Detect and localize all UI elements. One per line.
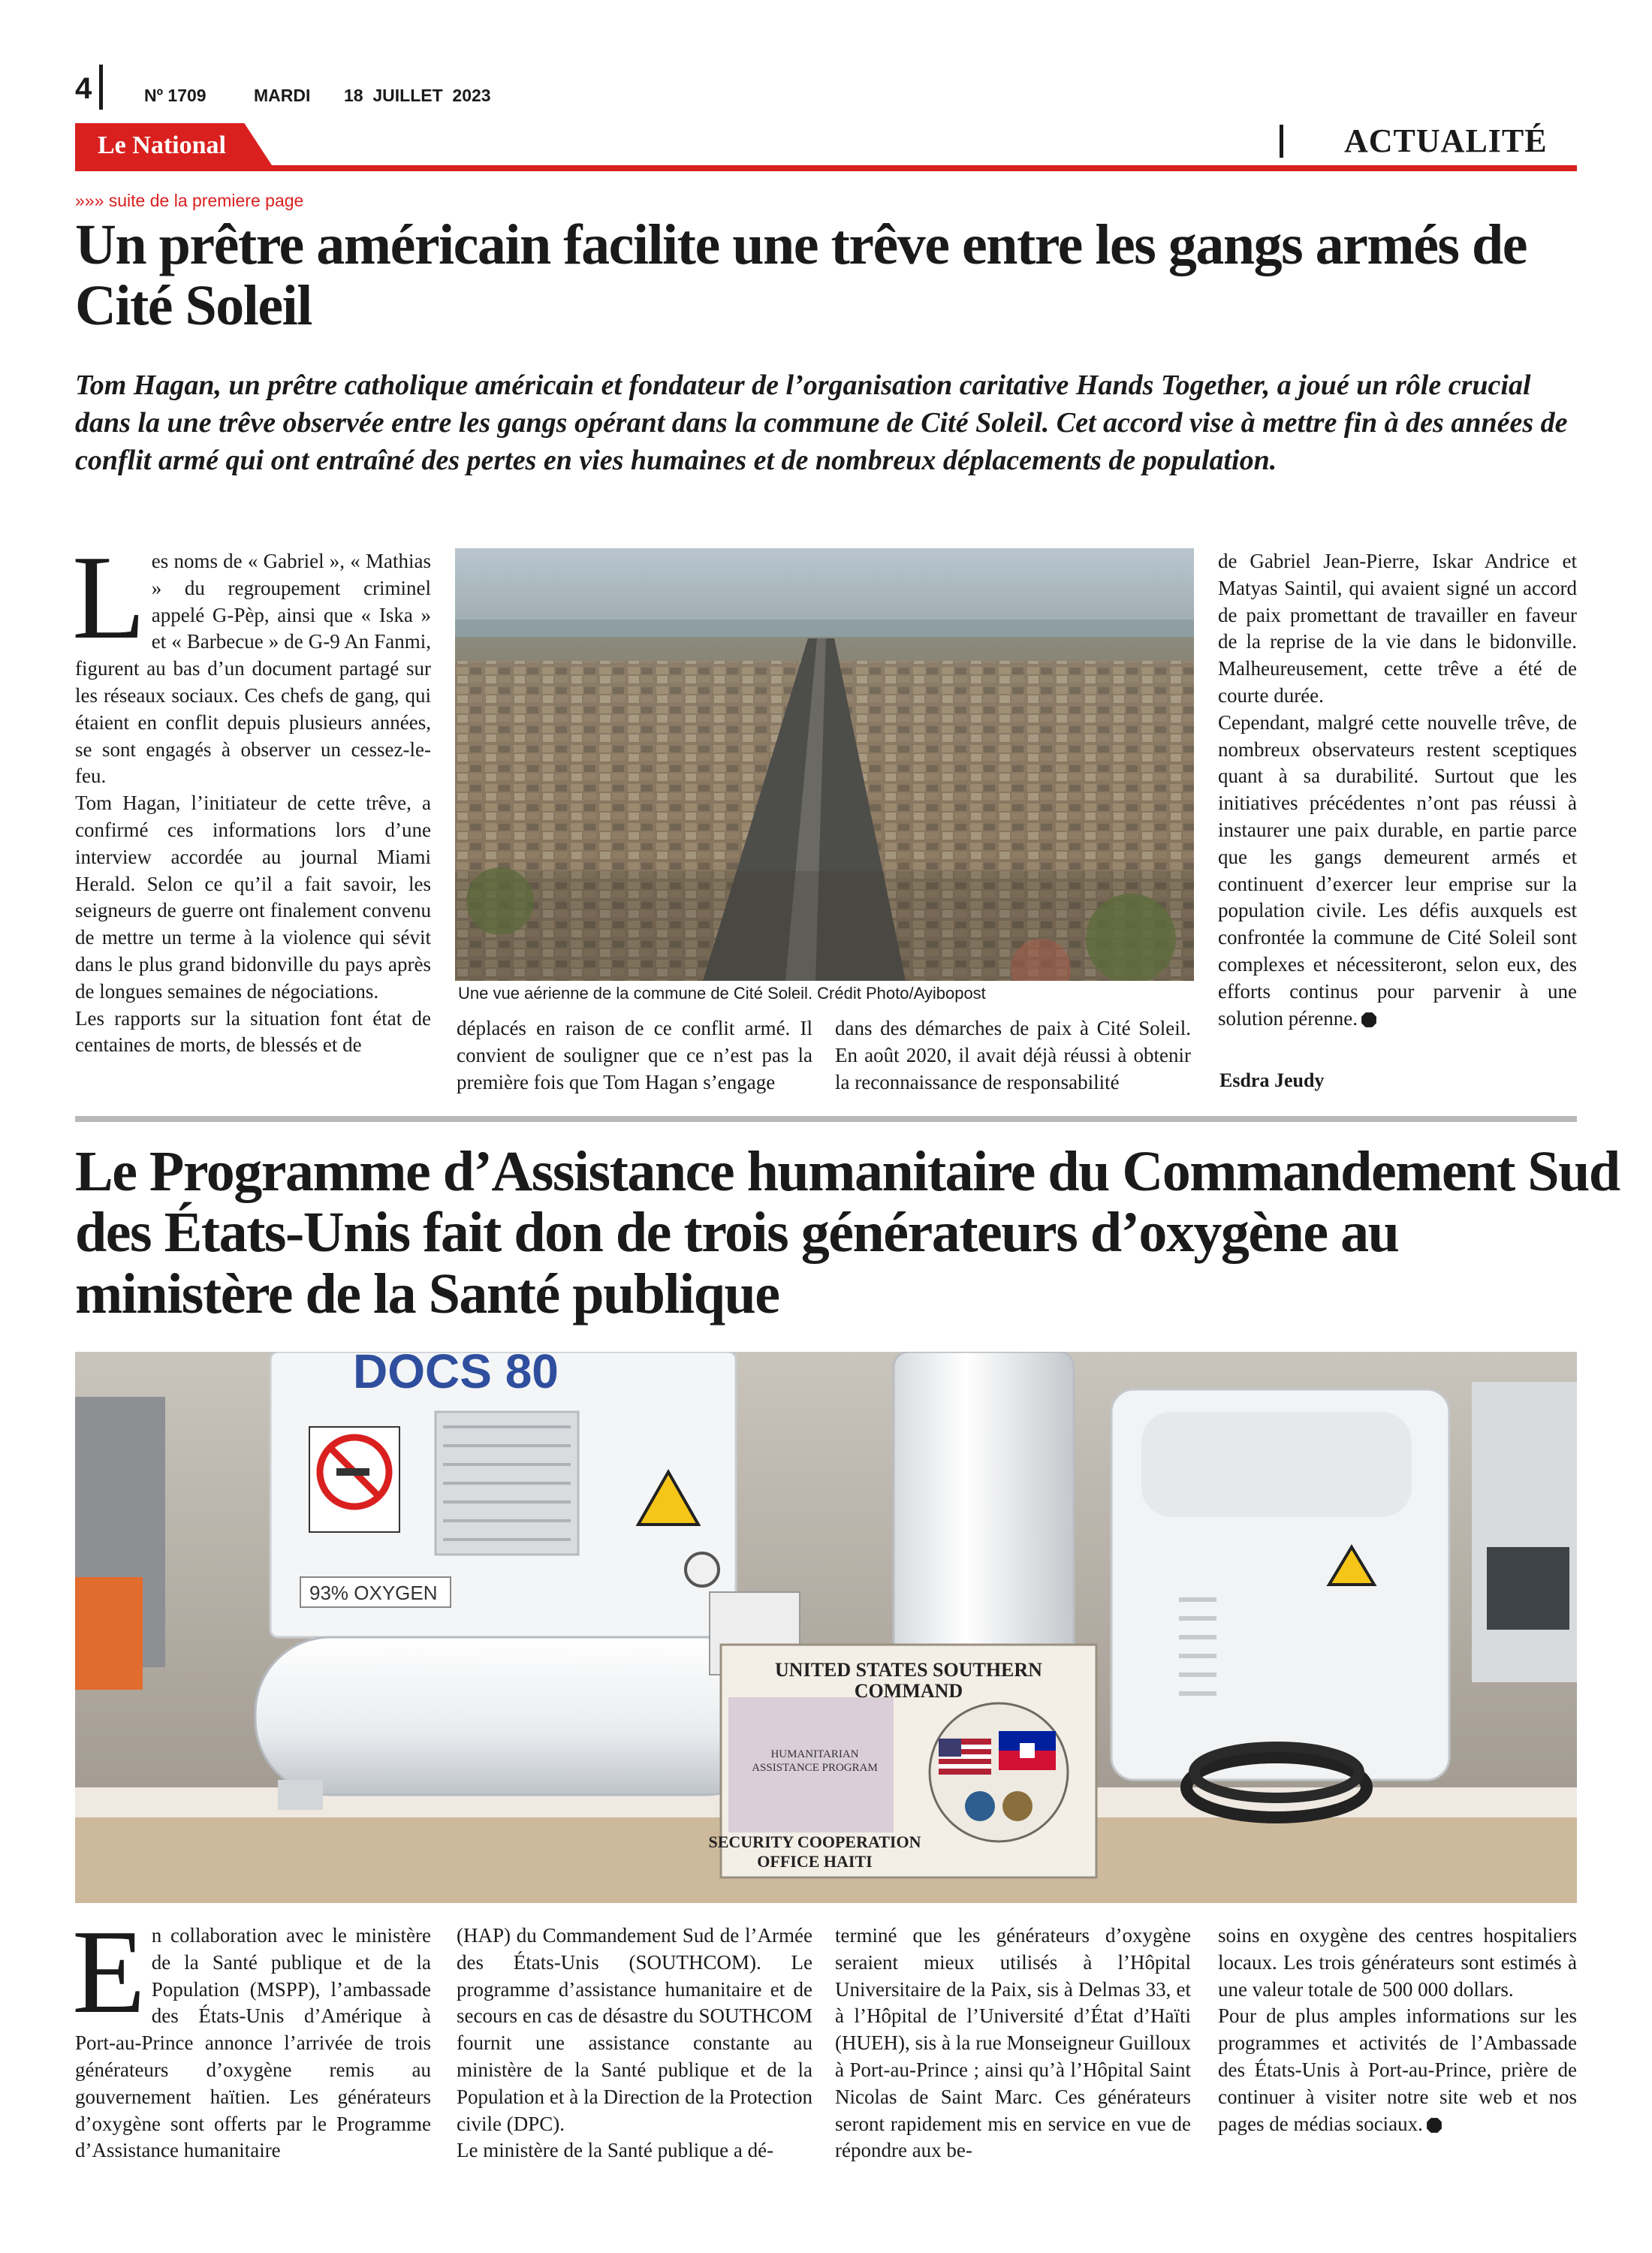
haiti-flag-icon bbox=[999, 1731, 1056, 1770]
issue-day: MARDI bbox=[254, 86, 311, 105]
page-number: 4 bbox=[75, 72, 92, 105]
article2-column-1 bbox=[72, 1905, 431, 2164]
sign-program-line2: ASSISTANCE PROGRAM bbox=[752, 1762, 878, 1774]
article1-column-3 bbox=[835, 1015, 1191, 1096]
article1-dropcap: L bbox=[72, 530, 146, 664]
article1-byline: Esdra Jeudy bbox=[1219, 1069, 1325, 1091]
us-flag-icon bbox=[939, 1739, 991, 1775]
no-smoking-icon bbox=[309, 1427, 399, 1532]
article2-paragraph: n collaboration avec le ministère de la Santé publique et de la Population (MSPP), l’ambassade des États-Unis d’Amérique à Port-au-Prince annonce l’arrivée de trois générateurs d’oxygène remis au gouvernement haïtien. Les générateurs d’oxygène sont offerts par le Programme d’Assistance humanitaire bbox=[75, 1924, 431, 2162]
docs-80-label: DOCS 80 bbox=[353, 1352, 559, 1398]
article2-paragraph: terminé que les générateurs d’oxygène seraient mieux utilisés à l’Hôpital Universitaire de la Paix, sis à Delmas 33, et à l’Hôpital de l’Université d’État d’Haïti (HUEH), sis à la rue Monseigneur Guilloux à Port-au-Prince ; ainsi qu’à l’Hôpital Saint Nicolas de Saint Marc. Ces générateurs seront rapidement mis en service en vue de répondre aux be- bbox=[835, 1924, 1191, 2162]
article1-column-2 bbox=[457, 1015, 812, 1096]
article2-paragraph: soins en oxygène des centres hospitaliers locaux. Les trois générateurs sont estimés à une valeur totale de 500 000 dollars. bbox=[1218, 1924, 1577, 2001]
photo-caption: Une vue aérienne de la commune de Cité Soleil. Crédit Photo/Ayibopost bbox=[458, 984, 986, 1003]
aerial-photo-cite-soleil bbox=[455, 548, 1194, 981]
southcom-sign bbox=[709, 1645, 1096, 1878]
end-mark-icon bbox=[1361, 1012, 1377, 1028]
article2-column-3 bbox=[835, 1923, 1191, 2164]
article1-paragraph: Tom Hagan, l’initiateur de cette trêve, a confirmé ces informations lors d’une interview accordée au journal Miami Herald. Selon ce qu’il a fait savoir, les seigneurs de guerre ont finalement convenu de mettre un terme à la violence qui sévit dans le plus grand bidonville du pays après de longues semaines de négociations. bbox=[75, 792, 431, 1003]
article1-column-4 bbox=[1218, 548, 1577, 1032]
sign-program-line1: HUMANITARIAN bbox=[770, 1748, 859, 1760]
article2-column-4 bbox=[1218, 1923, 1577, 2137]
issue-number: Nº 1709 bbox=[144, 86, 206, 105]
article1-paragraph: de Gabriel Jean-Pierre, Iskar Andrice et Matyas Saintil, qui avaient signé un accord de paix promettant de travailler en faveur de la reprise de la vie dans le bidonville. Malheureusement, cette trêve a été de courte durée. bbox=[1218, 550, 1577, 707]
article1-headline: Un prêtre américain facilite une trêve entre les gangs armés de Cité Soleil bbox=[75, 213, 1527, 338]
end-mark-icon bbox=[1426, 2117, 1442, 2134]
continuation-note: »»» suite de la premiere page bbox=[75, 191, 304, 210]
article1-closing-text: Cependant, malgré cette nouvelle trêve, de nombreux observateurs restent sceptiques quant à sa durabilité. Surtout que les initiatives précédentes n’ont pas réussi à instaurer une paix durable, en partie parce que les gangs demeurent armés et continuent d’exercer leur emprise sur la population civile. Les défis auxquels est confrontée la commune de Cité Soleil sont complexes et nécessiteront, selon eux, des efforts continus pour parvenir à une solution pérenne. bbox=[1218, 710, 1577, 1030]
article1-paragraph bbox=[1218, 710, 1577, 1033]
aerial-photo-graphic bbox=[455, 548, 1194, 981]
section-title: ACTUALITÉ bbox=[1344, 122, 1548, 159]
article1-paragraph: dans des démarches de paix à Cité Soleil. En août 2020, il avait déjà réussi à obtenir la reconnaissance de responsabilité bbox=[835, 1017, 1191, 1093]
article2-column-2 bbox=[457, 1923, 812, 2164]
article1-paragraph: Les rapports sur la situation font état de centaines de morts, de blessés et de bbox=[75, 1006, 431, 1057]
article1-lead: Tom Hagan, un prêtre catholique américain et fondateur de l’organisation caritative Hands Together, a joué un rôle crucial dans la une trêve observée entre les gangs opérant dans la commune de Cité Soleil. Cet accord vise à mettre fin à des années de conflit armé qui ont entraîné des pertes en vies humaines et de nombreux déplacements de population. bbox=[75, 369, 1568, 477]
article2-paragraph bbox=[1218, 2003, 1577, 2137]
sign-office-line2: OFFICE HAITI bbox=[757, 1852, 873, 1871]
article2-closing-text: Pour de plus amples informations sur les programmes et activités de l’Ambassade des États-Unis à Port-au-Prince, prière de continuer à visiter notre site web et nos pages de médias sociaux. bbox=[1218, 2004, 1577, 2135]
article-separator bbox=[75, 1116, 1577, 1122]
article1-paragraph: es noms de « Gabriel », « Mathias » du regroupement criminel appelé G-Pèp, ainsi que « Iska » et « Barbecue » de G-9 An Fanmi, figurent au bas d’un document partagé sur les réseaux sociaux. Ces chefs de gang, qui étaient en conflit depuis plusieurs années, se sont engagés à observer un cessez-le-feu. bbox=[75, 550, 431, 788]
sign-title-line1: UNITED STATES SOUTHERN bbox=[775, 1659, 1042, 1681]
article2-paragraph: (HAP) du Commandement Sud de l’Armée des États-Unis (SOUTHCOM). Le programme d’assistance humanitaire et de secours en cas de désastre du SOUTHCOM fournit une assistance constante au ministère de la Santé publique et de la Population et à la Direction de la Protection civile (DPC). bbox=[457, 1924, 812, 2135]
oxygen-generators-photo bbox=[75, 1352, 1577, 1903]
article1-column-1 bbox=[72, 530, 431, 1096]
page-number-separator bbox=[99, 65, 103, 110]
masthead-logo: Le National bbox=[98, 131, 226, 159]
header-rule bbox=[75, 165, 1577, 171]
oxygen-percent-label: 93% OXYGEN bbox=[309, 1582, 438, 1604]
oxygen-generators-graphic bbox=[75, 1352, 1577, 1903]
article2-headline: Le Programme d’Assistance humanitaire du Commandement Sud des États-Unis fait don de trois générateurs d’oxygène au ministère de la Santé publique bbox=[75, 1140, 1620, 1326]
article1-paragraph: déplacés en raison de ce conflit armé. Il convient de souligner que ce n’est pas la première fois que Tom Hagan s’engage bbox=[457, 1017, 812, 1093]
article2-paragraph: Le ministère de la Santé publique a dé- bbox=[457, 2139, 774, 2162]
section-separator bbox=[1280, 125, 1283, 158]
sign-office-line1: SECURITY COOPERATION bbox=[708, 1832, 921, 1851]
sign-title-line2: COMMAND bbox=[854, 1680, 963, 1702]
article2-dropcap: E bbox=[72, 1905, 146, 2038]
issue-date: 18 JUILLET 2023 bbox=[344, 86, 491, 105]
